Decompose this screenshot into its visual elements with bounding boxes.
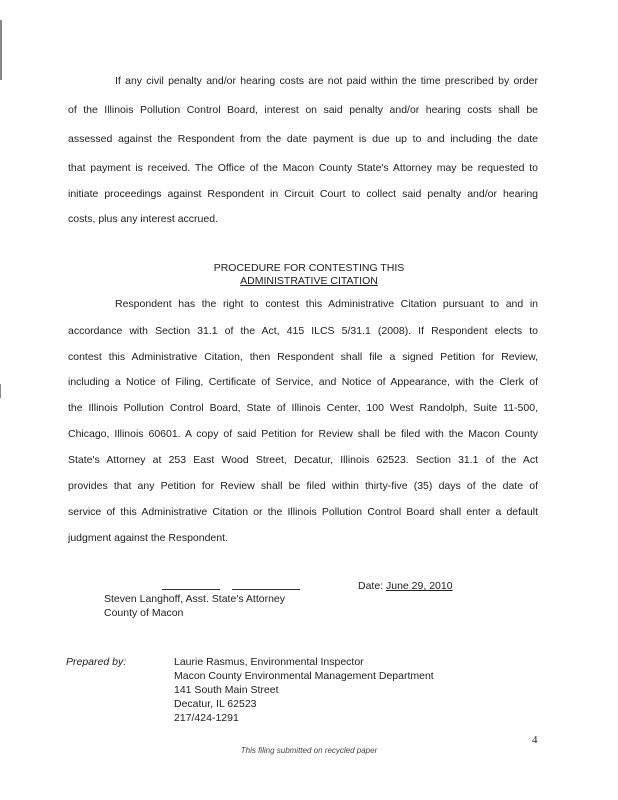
- para2-line: including a Notice of Filing, Certificate of Service, and Notice of Appearance, with the Clerk of: [68, 376, 538, 388]
- scan-margin-mark: [0, 20, 2, 80]
- para1-line: If any civil penalty and/or hearing costs are not paid within the time prescribed by order: [115, 75, 538, 87]
- para2-line: provides that any Petition for Review shall be filed within thirty-five (35) days of the date of: [68, 480, 538, 492]
- footer-note: This filing submitted on recycled paper: [240, 746, 378, 755]
- para2-line: State's Attorney at 253 East Wood Street, Decatur, Illinois 62523. Section 31.1 of the Act: [68, 454, 538, 466]
- preparer-line: Laurie Rasmus, Environmental Inspector: [174, 656, 364, 668]
- para1-line: assessed against the Respondent from the date payment is due up to and including the date: [68, 133, 538, 145]
- signer-name: Steven Langhoff, Asst. State's Attorney: [104, 593, 286, 605]
- para2-line: accordance with Section 31.1 of the Act, 415 ILCS 5/31.1 (2008). If Respondent elects to: [68, 325, 538, 337]
- para2-line: judgment against the Respondent.: [68, 532, 228, 544]
- section-heading: PROCEDURE FOR CONTESTING THIS: [213, 262, 405, 274]
- para1-line: that payment is received. The Office of the Macon County State's Attorney may be requested to: [68, 162, 538, 174]
- preparer-line: 141 South Main Street: [174, 684, 279, 696]
- signature-line: [232, 589, 300, 590]
- para2-line: the Illinois Pollution Control Board, State of Illinois Center, 100 West Randolph, Suite 11-500,: [68, 402, 538, 414]
- prepared-by-label: Prepared by:: [66, 656, 127, 668]
- preparer-line: Macon County Environmental Management Department: [174, 670, 434, 682]
- para1-line: costs, plus any interest accrued.: [68, 213, 218, 225]
- para2-line: contest this Administrative Citation, then Respondent shall file a signed Petition for Review,: [68, 351, 538, 363]
- preparer-line: 217/424-1291: [174, 712, 239, 724]
- section-heading: ADMINISTRATIVE CITATION: [240, 275, 378, 287]
- para2-line: Respondent has the right to contest this Administrative Citation pursuant to and in: [115, 298, 538, 310]
- para2-line: service of this Administrative Citation or the Illinois Pollution Control Board shall enter a default: [68, 506, 538, 518]
- scan-margin-mark: [0, 384, 1, 398]
- para1-line: of the Illinois Pollution Control Board, interest on said penalty and/or hearing costs shall be: [68, 104, 538, 116]
- signature-line: [162, 589, 220, 590]
- para1-line: initiate proceedings against Respondent in Circuit Court to collect said penalty and/or hearing: [68, 188, 538, 200]
- para2-line: Chicago, Illinois 60601. A copy of said Petition for Review shall be filed with the Macon County: [68, 428, 538, 440]
- date-label: Date:: [358, 580, 384, 592]
- date-value: June 29, 2010: [386, 580, 453, 592]
- signer-county: County of Macon: [104, 607, 184, 619]
- preparer-line: Decatur, IL 62523: [174, 698, 257, 710]
- page-number: 4: [532, 734, 538, 746]
